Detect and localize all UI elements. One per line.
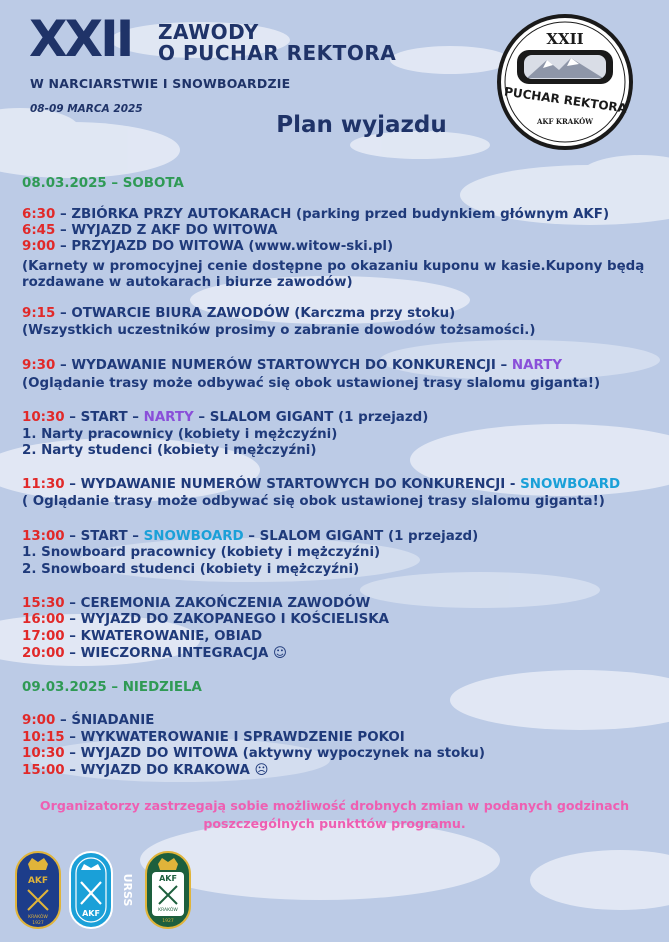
schedule-item — [22, 713, 154, 729]
footer-note — [0, 797, 669, 833]
item-time: 10:15 — [22, 730, 65, 745]
schedule-item — [22, 477, 620, 493]
plan-title: Plan wyjazdu — [276, 112, 447, 138]
item-place: (Karczma przy stoku) — [289, 306, 456, 321]
akf-logo-city: KRAKÓW — [158, 908, 178, 913]
item-time: 13:00 — [22, 529, 65, 544]
akf-logo-text: AKF — [159, 874, 177, 883]
item-note: (aktywny wypoczynek na stoku) — [237, 746, 485, 761]
item-title: – START – — [64, 410, 144, 425]
item-note: (parking przed budynkiem głównym AKF) — [291, 207, 610, 222]
item-time: 10:30 — [22, 746, 65, 761]
akf-logo-green — [144, 850, 192, 930]
schedule-item — [22, 358, 562, 374]
item-title: – PRZYJAZD DO WITOWA (www.witow-ski.pl) — [55, 239, 394, 254]
schedule-item — [22, 529, 478, 545]
item-title: – KWATEROWANIE, OBIAD — [64, 629, 263, 644]
event-date: 08-09 MARCA 2025 — [30, 103, 143, 115]
item-note: (Karnety w promocyjnej cenie dostępne po okazaniu kuponu w kasie.Kupony będą — [22, 259, 645, 274]
item-title: – WYJAZD Z AKF DO WITOWA — [55, 223, 278, 238]
schedule-item — [22, 730, 405, 746]
item-title: – WYDAWANIE NUMERÓW STARTOWYCH DO KONKURENCJI – — [55, 358, 512, 373]
discipline-narty: NARTY — [511, 358, 563, 373]
urss-logo — [68, 850, 136, 930]
event-title-line1: ZAWODY — [158, 20, 259, 44]
list-item: 2. Narty studenci (kobiety i mężczyźni) — [22, 443, 317, 458]
schedule-item — [22, 410, 428, 426]
item-title: – ZBIÓRKA PRZY AUTOKARACH — [55, 207, 292, 222]
item-note: rozdawane w autokarach i biurze zawodów) — [22, 275, 353, 290]
item-time: 9:00 — [22, 239, 56, 254]
discipline-narty: NARTY — [143, 410, 194, 425]
schedule-item — [22, 646, 287, 662]
schedule-item — [22, 207, 609, 223]
badge-line1: PUCHAR REKTORA — [503, 84, 628, 116]
item-title: – WYJAZD DO ZAKOPANEGO I KOŚCIELISKA — [64, 612, 389, 627]
edition-number: XXII — [29, 10, 132, 68]
item-time: 15:30 — [22, 596, 65, 611]
item-title: – WIECZORNA INTEGRACJA ☺ — [64, 646, 287, 661]
akf-logo-text: AKF — [27, 876, 49, 886]
discipline-snowboard: SNOWBOARD — [143, 529, 244, 544]
badge-edition: XXII — [546, 30, 584, 48]
item-note: (Oglądanie trasy może odbywać się obok ustawionej trasy slalomu giganta!) — [22, 376, 601, 391]
item-title: – CEREMONIA ZAKOŃCZENIA ZAWODÓW — [64, 596, 371, 611]
item-time: 9:00 — [22, 713, 56, 728]
item-title: – START – — [64, 529, 144, 544]
item-time: 6:45 — [22, 223, 56, 238]
item-time: 6:30 — [22, 207, 56, 222]
list-item: 2. Snowboard studenci (kobiety i mężczyźni) — [22, 562, 360, 577]
item-title: – WYJAZD DO WITOWA — [64, 746, 238, 761]
item-time: 9:15 — [22, 306, 56, 321]
event-title — [158, 22, 396, 64]
footer-note-line1: Organizatorzy zastrzegają sobie możliwość drobnych zmian w podanych godzinach — [39, 798, 630, 813]
akf-logo-blue — [14, 850, 62, 930]
item-time: 20:00 — [22, 646, 65, 661]
item-title: – SLALOM GIGANT — [193, 410, 334, 425]
footer-note-line2: poszczególnych punkttów programu. — [203, 816, 466, 831]
puchar-rektora-badge — [495, 12, 635, 152]
schedule-item — [22, 306, 455, 322]
event-title-line2: O PUCHAR REKTORA — [158, 41, 397, 65]
schedule-item — [22, 239, 393, 255]
list-item: 1. Narty pracownicy (kobiety i mężczyźni) — [22, 427, 338, 442]
item-title: – ŚNIADANIE — [55, 713, 155, 728]
item-time: 15:00 — [22, 763, 65, 778]
day2-heading: 09.03.2025 – NIEDZIELA — [22, 680, 202, 695]
item-time: 17:00 — [22, 629, 65, 644]
discipline-snowboard: SNOWBOARD — [520, 477, 621, 492]
item-time: 10:30 — [22, 410, 65, 425]
day1-heading: 08.03.2025 – SOBOTA — [22, 176, 184, 191]
item-title: – WYDAWANIE NUMERÓW STARTOWYCH DO KONKURENCJI - — [64, 477, 521, 492]
schedule-item — [22, 223, 278, 239]
item-title: – OTWARCIE BIURA ZAWODÓW — [55, 306, 290, 321]
akf-logo-city: KRAKÓW — [28, 915, 48, 920]
akf-logo-year: 1927 — [32, 921, 44, 926]
item-title: – WYKWATEROWANIE I SPRAWDZENIE POKOI — [64, 730, 405, 745]
item-time: 11:30 — [22, 477, 65, 492]
schedule-item — [22, 763, 268, 779]
item-note: (1 przejazd) — [383, 529, 479, 544]
item-title: – SLALOM GIGANT — [243, 529, 384, 544]
akf-logo-year: 1927 — [162, 919, 174, 924]
item-title: – WYJAZD DO KRAKOWA ☹ — [64, 763, 269, 778]
schedule-item — [22, 629, 262, 645]
item-note: (1 przejazd) — [333, 410, 429, 425]
item-time: 16:00 — [22, 612, 65, 627]
schedule-item — [22, 746, 485, 762]
item-note: (Wszystkich uczestników prosimy o zabranie dowodów tożsamości.) — [22, 323, 536, 338]
item-time: 9:30 — [22, 358, 56, 373]
badge-line2: AKF KRAKÓW — [536, 117, 594, 126]
schedule-item — [22, 596, 370, 612]
list-item: 1. Snowboard pracownicy (kobiety i mężczyźni) — [22, 545, 381, 560]
event-subtitle: W NARCIARSTWIE I SNOWBOARDZIE — [30, 76, 291, 91]
item-note: ( Oglądanie trasy może odbywać się obok ustawionej trasy slalomu giganta!) — [22, 494, 605, 509]
urss-logo-akf: AKF — [82, 909, 100, 918]
schedule-item — [22, 612, 389, 628]
urss-logo-name: URSS — [121, 873, 134, 907]
